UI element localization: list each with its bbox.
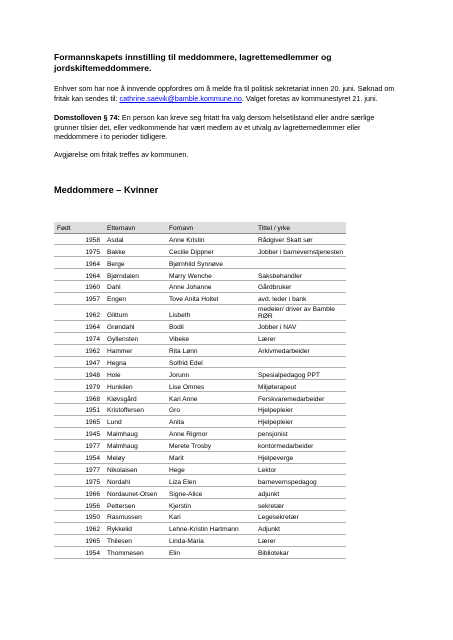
born-cell: 1945 bbox=[54, 427, 104, 439]
firstname-cell: Rita Lønn bbox=[166, 344, 255, 356]
born-cell: 1960 bbox=[54, 281, 104, 293]
born-cell: 1951 bbox=[54, 404, 104, 416]
table-row bbox=[54, 380, 346, 392]
surname-cell: Asdal bbox=[104, 233, 166, 245]
surname-cell: Kløvsgård bbox=[104, 392, 166, 404]
firstname-cell: Anne Johanne bbox=[166, 281, 255, 293]
table-row bbox=[54, 245, 346, 257]
col-header-title: Tittel / yrke bbox=[255, 222, 346, 234]
title-cell: Saksbehandler bbox=[255, 269, 346, 281]
title-cell: avd. leder i bank bbox=[255, 293, 346, 305]
surname-cell: Nikolaisen bbox=[104, 463, 166, 475]
born-cell: 1974 bbox=[54, 332, 104, 344]
firstname-cell: Lise Omnes bbox=[166, 380, 255, 392]
title-cell: Gårdbruker bbox=[255, 281, 346, 293]
born-cell: 1958 bbox=[54, 233, 104, 245]
title-cell: Rådgiver Skatt sør bbox=[255, 233, 346, 245]
surname-cell: Pettersen bbox=[104, 499, 166, 511]
born-cell: 1964 bbox=[54, 320, 104, 332]
title-cell: medeier/ driver av Bamble RØR bbox=[255, 304, 346, 320]
surname-cell: Glittum bbox=[104, 304, 166, 320]
table-header-row bbox=[54, 222, 346, 234]
col-header-firstname: Fornavn bbox=[166, 222, 255, 234]
table-row bbox=[54, 281, 346, 293]
table-row bbox=[54, 392, 346, 404]
table-row bbox=[54, 269, 346, 281]
table-row bbox=[54, 320, 346, 332]
intro-paragraph bbox=[54, 84, 399, 103]
title-cell: Legesekretær bbox=[255, 511, 346, 523]
title-cell: Lektor bbox=[255, 463, 346, 475]
table-row bbox=[54, 304, 346, 320]
table-row bbox=[54, 487, 346, 499]
surname-cell: Hunkilen bbox=[104, 380, 166, 392]
born-cell: 1954 bbox=[54, 451, 104, 463]
title-cell: Bibliotekar bbox=[255, 546, 346, 558]
table-row bbox=[54, 233, 346, 245]
title-cell bbox=[255, 356, 346, 368]
surname-cell: Malmhaug bbox=[104, 427, 166, 439]
table-row bbox=[54, 451, 346, 463]
born-cell: 1977 bbox=[54, 463, 104, 475]
born-cell: 1957 bbox=[54, 293, 104, 305]
table-row bbox=[54, 404, 346, 416]
surname-cell: Hegna bbox=[104, 356, 166, 368]
table-row bbox=[54, 416, 346, 428]
table-row bbox=[54, 439, 346, 451]
born-cell: 1947 bbox=[54, 356, 104, 368]
firstname-cell: Merete Trosby bbox=[166, 439, 255, 451]
surname-cell: Meløy bbox=[104, 451, 166, 463]
title-cell: pensjonist bbox=[255, 427, 346, 439]
born-cell: 1948 bbox=[54, 368, 104, 380]
law-label: Domstolloven § 74: bbox=[54, 113, 120, 123]
table-row bbox=[54, 293, 346, 305]
title-cell: Ferskvaremedarbeider bbox=[255, 392, 346, 404]
born-cell: 1962 bbox=[54, 344, 104, 356]
surname-cell: Kristoffersen bbox=[104, 404, 166, 416]
surname-cell: Rykkelid bbox=[104, 523, 166, 535]
table-body bbox=[54, 233, 346, 558]
born-cell: 1962 bbox=[54, 523, 104, 535]
title-cell: Hjelpepleier bbox=[255, 404, 346, 416]
firstname-cell: Liza Elen bbox=[166, 475, 255, 487]
born-cell: 1950 bbox=[54, 511, 104, 523]
table-row bbox=[54, 368, 346, 380]
surname-cell: Engen bbox=[104, 293, 166, 305]
born-cell: 1975 bbox=[54, 475, 104, 487]
surname-cell: Dahl bbox=[104, 281, 166, 293]
intro-text-end: . Valget foretas av kommunestyret 21. juni. bbox=[241, 93, 378, 103]
born-cell: 1965 bbox=[54, 416, 104, 428]
table-row bbox=[54, 499, 346, 511]
surname-cell: Berge bbox=[104, 257, 166, 269]
title-cell: adjunkt bbox=[255, 487, 346, 499]
title-cell: Adjunkt bbox=[255, 523, 346, 535]
title-cell bbox=[255, 257, 346, 269]
surname-cell: Rasmussen bbox=[104, 511, 166, 523]
table-row bbox=[54, 344, 346, 356]
title-cell: sekretær bbox=[255, 499, 346, 511]
table-row bbox=[54, 534, 346, 546]
surname-cell: Bakke bbox=[104, 245, 166, 257]
title-cell: barnevernspedagog bbox=[255, 475, 346, 487]
members-table bbox=[54, 222, 346, 559]
born-cell: 1954 bbox=[54, 546, 104, 558]
born-cell: 1965 bbox=[54, 534, 104, 546]
surname-cell: Nordaunet-Olsen bbox=[104, 487, 166, 499]
intro-text: Enhver som har noe å innvende oppfordres om å melde fra til politisk sekretariat innen 20. juni. Søknad om fritak kan sendes til: bbox=[54, 84, 395, 103]
firstname-cell: Tove Anita Holtet bbox=[166, 293, 255, 305]
title-cell: Hjelpepleier bbox=[255, 416, 346, 428]
title-cell: Jobber i NAV bbox=[255, 320, 346, 332]
born-cell: 1966 bbox=[54, 487, 104, 499]
firstname-cell: Linda-Maria bbox=[166, 534, 255, 546]
surname-cell: Malmhaug bbox=[104, 439, 166, 451]
title-cell: Lærer bbox=[255, 332, 346, 344]
surname-cell: Thommesen bbox=[104, 546, 166, 558]
firstname-cell: Gro bbox=[166, 404, 255, 416]
surname-cell: Lund bbox=[104, 416, 166, 428]
firstname-cell: Kari bbox=[166, 511, 255, 523]
born-cell: 1968 bbox=[54, 392, 104, 404]
table-row bbox=[54, 523, 346, 535]
document-page bbox=[54, 52, 399, 559]
table-row bbox=[54, 511, 346, 523]
born-cell: 1979 bbox=[54, 380, 104, 392]
firstname-cell: Vibeke bbox=[166, 332, 255, 344]
firstname-cell: Anne Rigmor bbox=[166, 427, 255, 439]
title-cell: Hjelpeverge bbox=[255, 451, 346, 463]
section-title: Meddommere – Kvinner bbox=[54, 184, 159, 195]
firstname-cell: Signe-Alice bbox=[166, 487, 255, 499]
table-row bbox=[54, 427, 346, 439]
surname-cell: Bjørndalen bbox=[104, 269, 166, 281]
table-row bbox=[54, 475, 346, 487]
title-cell: Jobber i barnevernstjenesten bbox=[255, 245, 346, 257]
title-cell: Arkivmedarbeider bbox=[255, 344, 346, 356]
surname-cell: Gyllensten bbox=[104, 332, 166, 344]
firstname-cell: Marit bbox=[166, 451, 255, 463]
firstname-cell: Bodil bbox=[166, 320, 255, 332]
title-cell: Lærer bbox=[255, 534, 346, 546]
table-row bbox=[54, 463, 346, 475]
firstname-cell: Marry Wenche bbox=[166, 269, 255, 281]
firstname-cell: Jorunn bbox=[166, 368, 255, 380]
surname-cell: Hammer bbox=[104, 344, 166, 356]
firstname-cell: Hege bbox=[166, 463, 255, 475]
firstname-cell: Kari Anne bbox=[166, 392, 255, 404]
firstname-cell: Bjørnhild Synnøve bbox=[166, 257, 255, 269]
email-link[interactable]: cathrine.saevik@bamble.kommune.no bbox=[119, 93, 242, 103]
firstname-cell: Cecilie Dippner bbox=[166, 245, 255, 257]
title-cell: kontormedarbeider bbox=[255, 439, 346, 451]
col-header-born: Født bbox=[54, 222, 104, 234]
firstname-cell: Anita bbox=[166, 416, 255, 428]
document-heading: Formannskapets innstilling til meddommere, lagrettemedlemmer og jordskiftemeddommere. bbox=[54, 52, 332, 73]
surname-cell: Thilesen bbox=[104, 534, 166, 546]
title-cell: Spesialpedagog PPT bbox=[255, 368, 346, 380]
title-cell: Miljøterapeut bbox=[255, 380, 346, 392]
firstname-cell: Lehne-Kristin Hartmann bbox=[166, 523, 255, 535]
table-row bbox=[54, 332, 346, 344]
born-cell: 1964 bbox=[54, 257, 104, 269]
col-header-surname: Etternavn bbox=[104, 222, 166, 234]
born-cell: 1962 bbox=[54, 304, 104, 320]
born-cell: 1964 bbox=[54, 269, 104, 281]
surname-cell: Nordahl bbox=[104, 475, 166, 487]
firstname-cell: Solfrid Edel bbox=[166, 356, 255, 368]
born-cell: 1956 bbox=[54, 499, 104, 511]
firstname-cell: Kjerstin bbox=[166, 499, 255, 511]
table-row bbox=[54, 257, 346, 269]
table-row bbox=[54, 546, 346, 558]
firstname-cell: Lisbeth bbox=[166, 304, 255, 320]
law-text: En person kan kreve seg fritatt fra valg dersom helsetilstand eller andre særlige grunner tilsier det, eller vedkommende har vært medlem av et utvalg av lagrettemedlemmer eller meddommere i to perioder tidligere. bbox=[54, 113, 375, 142]
decision-paragraph: Avgjørelse om fritak treffes av kommunen. bbox=[54, 149, 189, 159]
table-row bbox=[54, 356, 346, 368]
law-paragraph bbox=[54, 113, 399, 142]
born-cell: 1975 bbox=[54, 245, 104, 257]
born-cell: 1977 bbox=[54, 439, 104, 451]
surname-cell: Hole bbox=[104, 368, 166, 380]
surname-cell: Grøndahl bbox=[104, 320, 166, 332]
firstname-cell: Anne Kristin bbox=[166, 233, 255, 245]
firstname-cell: Elin bbox=[166, 546, 255, 558]
